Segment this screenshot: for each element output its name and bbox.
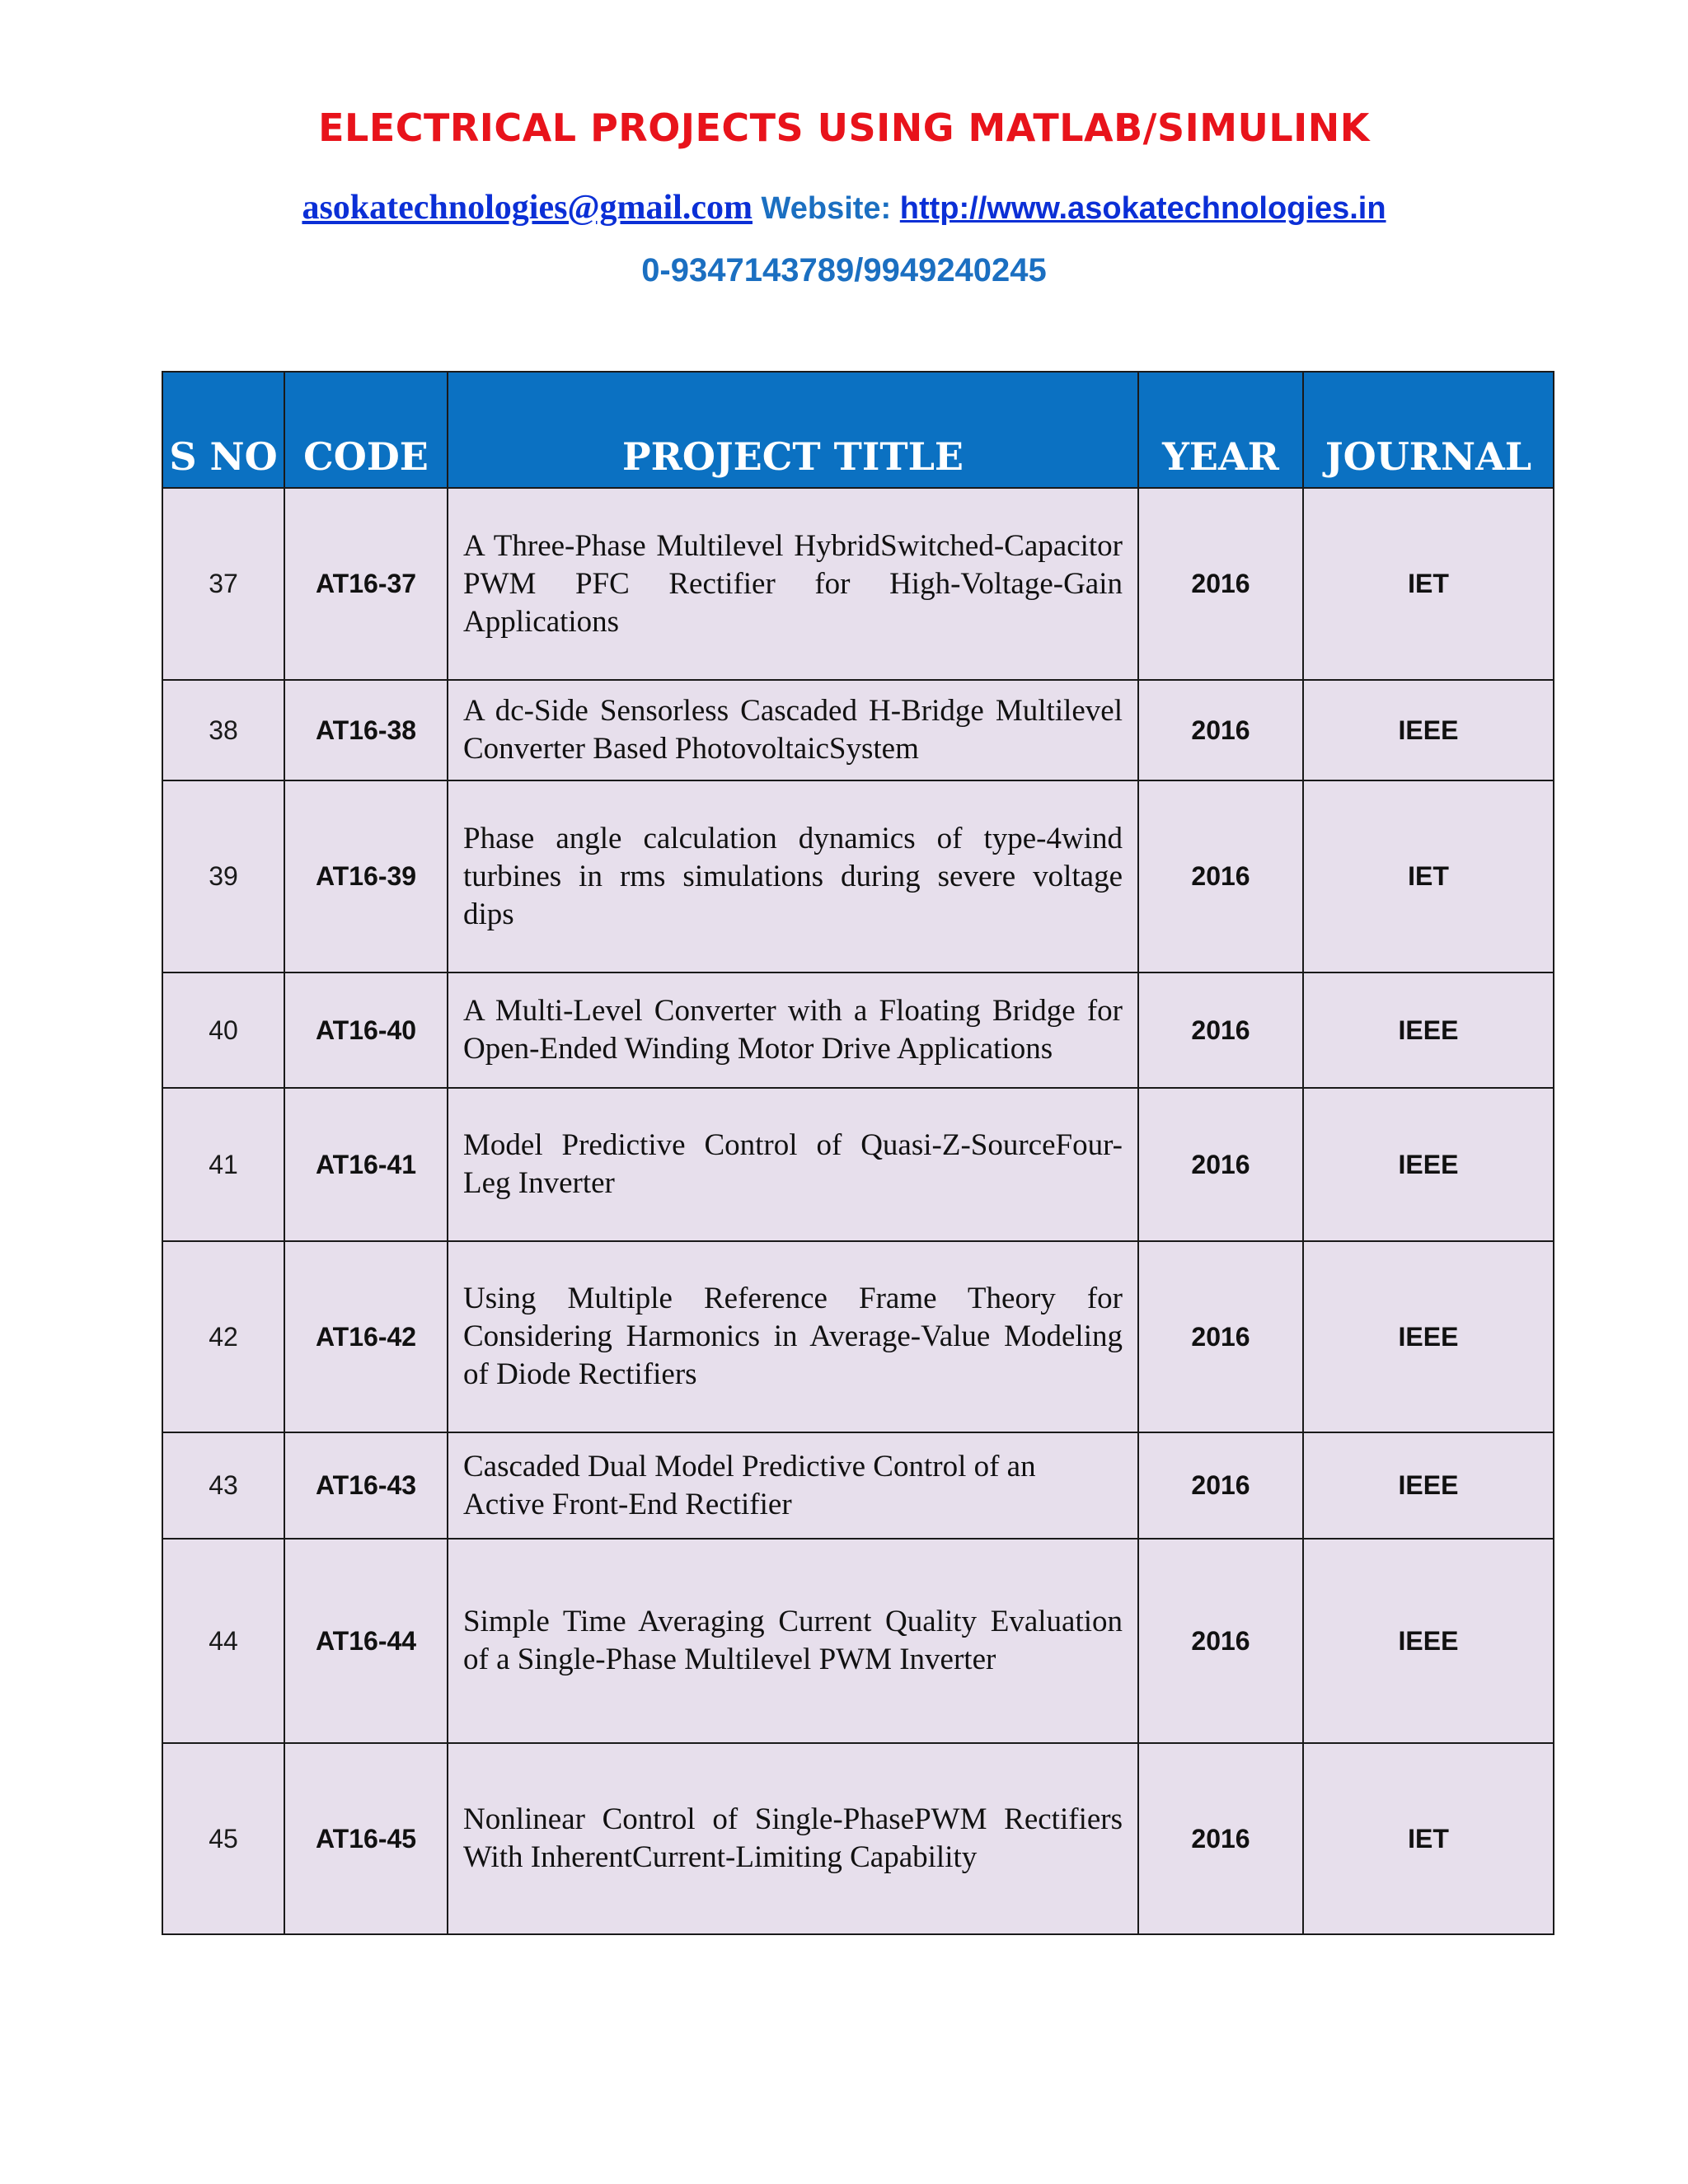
cell-code: AT16-43 [284,1432,448,1539]
cell-journal: IET [1303,780,1554,972]
cell-code: AT16-41 [284,1088,448,1241]
cell-code: AT16-44 [284,1539,448,1743]
cell-sno: 43 [162,1432,284,1539]
cell-journal: IEEE [1303,1088,1554,1241]
cell-year: 2016 [1138,1432,1303,1539]
column-header-code: CODE [284,372,448,488]
website-link[interactable]: http://www.asokatechnologies.in [899,191,1386,226]
cell-year: 2016 [1138,1743,1303,1934]
cell-sno: 40 [162,972,284,1088]
cell-year: 2016 [1138,488,1303,680]
table-row [162,488,1554,680]
table-row [162,1539,1554,1743]
phone-number: 0-9347143789/9949240245 [641,252,1047,288]
table-row [162,1241,1554,1432]
website-label: Website: [761,191,892,226]
cell-code: AT16-39 [284,780,448,972]
cell-code: AT16-38 [284,680,448,780]
cell-year: 2016 [1138,1539,1303,1743]
cell-sno: 45 [162,1743,284,1934]
cell-journal: IET [1303,1743,1554,1934]
projects-table [162,371,1554,1935]
cell-year: 2016 [1138,1241,1303,1432]
column-header-journal: JOURNAL [1303,372,1554,488]
cell-project-title: Phase angle calculation dynamics of type-4wind turbines in rms simulations during severe voltage dips [448,780,1138,972]
table-row [162,780,1554,972]
cell-project-title: A Three-Phase Multilevel HybridSwitched-Capacitor PWM PFC Rectifier for High-Voltage-Gain Applications [448,488,1138,680]
cell-year: 2016 [1138,972,1303,1088]
contact-line [0,188,1688,227]
cell-project-title: Simple Time Averaging Current Quality Evaluation of a Single-Phase Multilevel PWM Inverter [448,1539,1138,1743]
column-header-year: YEAR [1138,372,1303,488]
cell-sno: 39 [162,780,284,972]
cell-sno: 38 [162,680,284,780]
cell-year: 2016 [1138,680,1303,780]
cell-sno: 44 [162,1539,284,1743]
cell-journal: IEEE [1303,1539,1554,1743]
cell-sno: 37 [162,488,284,680]
cell-year: 2016 [1138,1088,1303,1241]
table-row [162,680,1554,780]
cell-code: AT16-40 [284,972,448,1088]
cell-code: AT16-42 [284,1241,448,1432]
cell-project-title: Model Predictive Control of Quasi-Z-SourceFour-Leg Inverter [448,1088,1138,1241]
cell-code: AT16-45 [284,1743,448,1934]
column-header-sno: S NO [162,372,284,488]
cell-journal: IEEE [1303,972,1554,1088]
cell-project-title: A Multi-Level Converter with a Floating Bridge for Open-Ended Winding Motor Drive Applications [448,972,1138,1088]
table-row [162,1743,1554,1934]
cell-journal: IET [1303,488,1554,680]
table-row [162,1432,1554,1539]
cell-journal: IEEE [1303,1432,1554,1539]
table-row [162,1088,1554,1241]
cell-code: AT16-37 [284,488,448,680]
cell-project-title: Using Multiple Reference Frame Theory for Considering Harmonics in Average-Value Modeling of Diode Rectifiers [448,1241,1138,1432]
cell-project-title: Cascaded Dual Model Predictive Control of an Active Front-End Rectifier [448,1432,1138,1539]
table-row [162,972,1554,1088]
cell-sno: 41 [162,1088,284,1241]
cell-journal: IEEE [1303,680,1554,780]
cell-journal: IEEE [1303,1241,1554,1432]
cell-project-title: A dc-Side Sensorless Cascaded H-Bridge Multilevel Converter Based PhotovoltaicSystem [448,680,1138,780]
cell-year: 2016 [1138,780,1303,972]
email-link[interactable]: asokatechnologies@gmail.com [302,189,753,227]
cell-sno: 42 [162,1241,284,1432]
cell-project-title: Nonlinear Control of Single-PhasePWM Rectifiers With InherentCurrent-Limiting Capability [448,1743,1138,1934]
page-title: ELECTRICAL PROJECTS USING MATLAB/SIMULINK [318,105,1370,150]
table-header-row [162,372,1554,488]
column-header-project-title: PROJECT TITLE [448,372,1138,488]
